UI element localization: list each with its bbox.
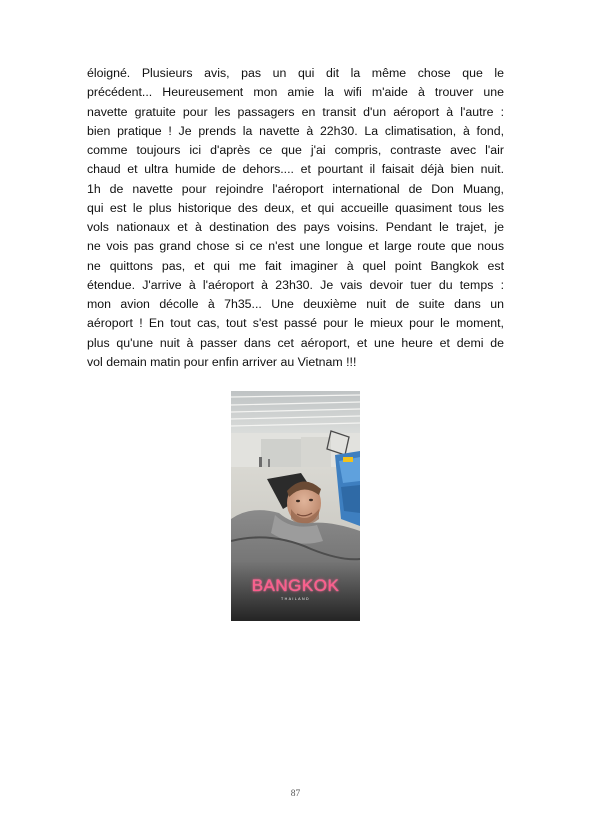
paragraph-line: 1h de navette pour rejoindre l'aéroport international de Don Muang, [87,181,504,196]
paragraph-line: éloigné. Plusieurs avis, pas un qui dit la même chose que le [87,66,504,80]
paragraph-line: chaud et ultra humide de dehors.... et pourtant il faisait déjà bien nuit. [87,162,504,177]
paragraph-line: étendue. J'arrive à l'aéroport à 23h30. Je vais devoir tuer du temps : [87,277,504,292]
paragraph-line: bien pratique ! Je prends la navette à 22h30. La climatisation, à fond, [87,123,504,138]
page-number: 87 [290,789,301,799]
paragraph-line: qui est le plus historique des deux, et qui accueille quasiment tous les [87,200,504,215]
photo-caption: BANGKOK [251,576,340,595]
photo-subcaption: THAILAND [281,597,310,601]
paragraph-line: vol demain matin pour enfin arriver au Vietnam !!! [87,354,357,369]
body-paragraph [87,64,504,372]
paragraph-line: plus qu'une nuit à passer dans cet aéroport, et une heure et demi de [87,335,504,350]
paragraph-line: vols nationaux et à destination des pays voisins. Pendant le trajet, je [87,220,504,234]
paragraph-line: précédent... Heureusement mon amie la wifi m'aide à trouver une [87,85,504,100]
paragraph-line: ne vois pas grand chose si ce n'est une longue et large route que nous [87,239,504,254]
paragraph-line: ne quittons pas, et qui me fait imaginer à quel point Bangkok est [87,258,504,273]
paragraph-line: mon avion décolle à 7h35... Une deuxième nuit de suite dans un [87,297,504,311]
paragraph-line: aéroport ! En tout cas, tout s'est passé pour le mieux pour le moment, [87,316,504,331]
paragraph-line: comme toujours ici d'après ce que j'ai compris, contraste avec l'air [87,143,504,157]
airport-selfie-photo [231,391,360,621]
paragraph-line: navette gratuite pour les passagers en transit d'un aéroport à l'autre : [87,104,504,119]
